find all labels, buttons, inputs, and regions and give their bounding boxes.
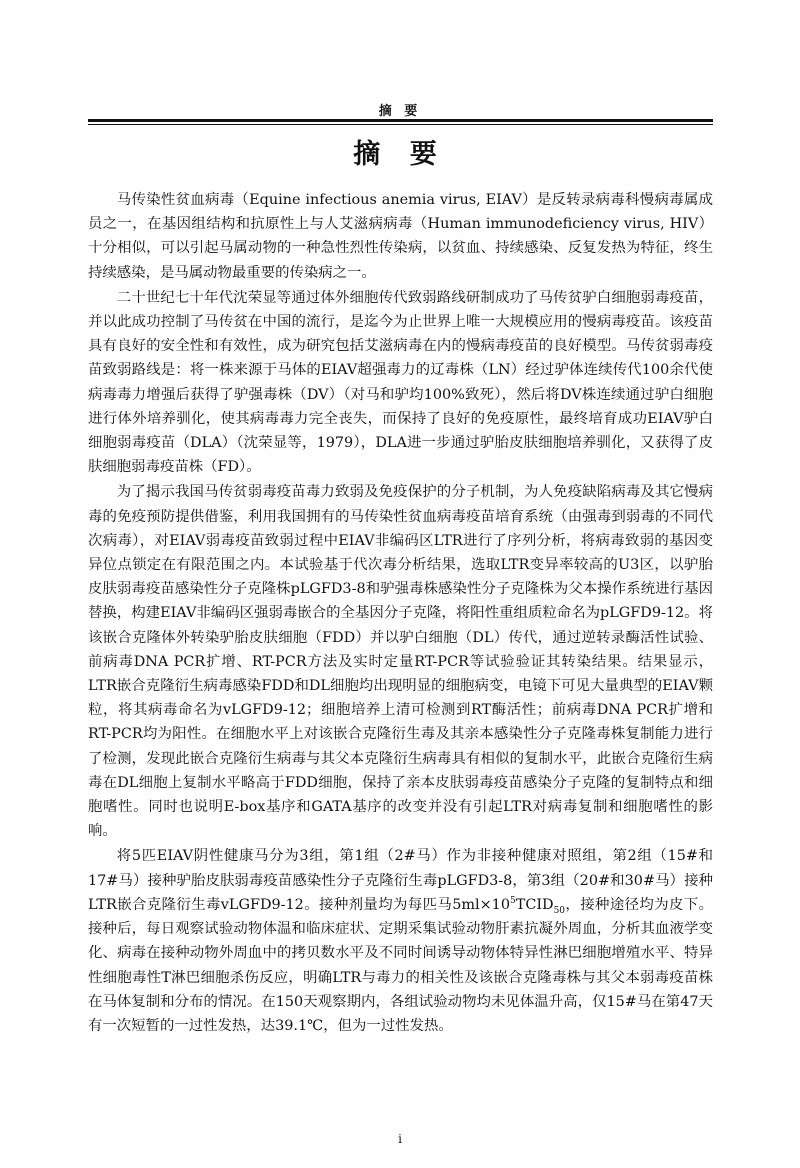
paragraph-2: 二十世纪七十年代沈荣显等通过体外细胞传代致弱路线研制成功了马传贫驴白细胞弱毒疫苗，并以此成功控制了马传贫在中国的流行，是迄今为止世界上唯一大规模应用的慢病毒疫苗。该疫苗具有良好的安全性和有效性，成为研究包括艾滋病毒在内的慢病毒疫苗的良好模型。马传贫弱毒疫苗致弱路线是：将一株来源于马体的EIAV超强毒力的辽毒株（LN）经过驴体连续传代100余代使病毒毒力增强后获得了驴强毒株（DV）（对马和驴均100%致死），然后将DV株连续通过驴白细胞进行体外培养驯化，使其病毒毒力完全丧失，而保持了良好的免疫原性，最终培育成功EIAV驴白细胞弱毒疫苗（DLA）（沈荣显等，1979），DLA进一步通过驴胎皮肤细胞培养驯化，又获得了皮肤细胞弱毒疫苗株（FD）。 <box>88 289 713 476</box>
page-number: i <box>398 1132 402 1146</box>
running-head: 摘 要 <box>378 104 422 119</box>
paragraph-1: 马传染性贫血病毒（Equine infectious anemia virus, EIAV）是反转录病毒科慢病毒属成员之一，在基因组结构和抗原性上与人艾滋病病毒（Human immunodeficiency virus, HIV）十分相似，可以引起马属动物的一种急性烈性传染病，以贫血、持续感染、反复发热为特征，终生持续感染，是马属动物最重要的传染病之一。 <box>88 192 713 281</box>
paragraph-4 <box>88 844 713 1038</box>
paragraph-4-part-b: TCID <box>515 896 554 913</box>
dose-exponent: 5 <box>509 896 516 907</box>
paragraph-3: 为了揭示我国马传贫弱毒疫苗毒力致弱及免疫保护的分子机制，为人免疫缺陷病毒及其它慢病毒的免疫预防提供借鉴，利用我国拥有的马传染性贫血病毒疫苗培育系统（由强毒到弱毒的不同代次病毒），对EIAV弱毒疫苗致弱过程中EIAV非编码区LTR进行了序列分析，将病毒致弱的基因变异位点锁定在有限范围之内。本试验基于代次毒分析结果，选取LTR变异率较高的U3区，以驴胎皮肤弱毒疫苗感染性分子克隆株pLGFD3-8和驴强毒株感染性分子克隆株为父本操作系统进行基因替换，构建EIAV非编码区强弱毒嵌合的全基因分子克隆，将阳性重组质粒命名为pLGFD9-12。将该嵌合克隆体外转染驴胎皮肤细胞（FDD）并以驴白细胞（DL）传代，通过逆转录酶活性试验、前病毒DNA PCR扩增、RT-PCR方法及实时定量RT-PCR等试验验证其转染结果。结果显示，LTR嵌合克隆衍生病毒感染FDD和DL细胞均出现明显的细胞病变，电镜下可见大量典型的EIAV颗粒，将其病毒命名为vLGFD9-12；细胞培养上清可检测到RT酶活性；前病毒DNA PCR扩增和RT-PCR均为阳性。在细胞水平上对该嵌合克隆衍生毒及其亲本感染性分子克隆毒株复制能力进行了检测，发现此嵌合克隆衍生病毒与其父本克隆衍生病毒具有相似的复制水平，此嵌合克隆衍生病毒在DL细胞上复制水平略高于FDD细胞，保持了亲本皮肤弱毒疫苗感染分子克隆的复制特点和细胞嗜性。同时也说明E-box基序和GATA基序的改变并没有引起LTR对病毒复制和细胞嗜性的影响。 <box>88 484 713 840</box>
paragraph-4-part-c: ，接种途径均为皮下。接种后，每日观察试验动物体温和临床症状、定期采集试验动物肝素抗凝外周血，分析其血液学变化、病毒在接种动物外周血中的拷贝数水平及不同时间诱导动物体特异性淋巴细胞增殖水平、特异性细胞毒性T淋巴细胞杀伤反应，明确LTR与毒力的相关性及该嵌合克隆毒株与其父本弱毒疫苗株在马体复制和分布的情况。在150天观察期内，各组试验动物均未见体温升高，仅15#马在第47天有一次短暂的一过性发热，达39.1℃，但为一过性发热。 <box>88 896 713 1034</box>
paragraph-4-part-a: 将5匹EIAV阴性健康马分为3组，第1组（2#马）作为非接种健康对照组，第2组（15#和17#马）接种驴胎皮肤弱毒疫苗感染性分子克隆衍生毒pLGFD3-8，第3组（20#和30#马）接种LTR嵌合克隆衍生毒vLGFD9-12。接种剂量均为每匹马5ml×10 <box>88 848 713 913</box>
header-rule-thin <box>88 124 713 125</box>
header-rule-thick <box>88 119 713 122</box>
abstract-body <box>88 188 713 1038</box>
page-title: 摘 要 <box>353 139 447 170</box>
tcid-subscript: 50 <box>553 905 566 916</box>
